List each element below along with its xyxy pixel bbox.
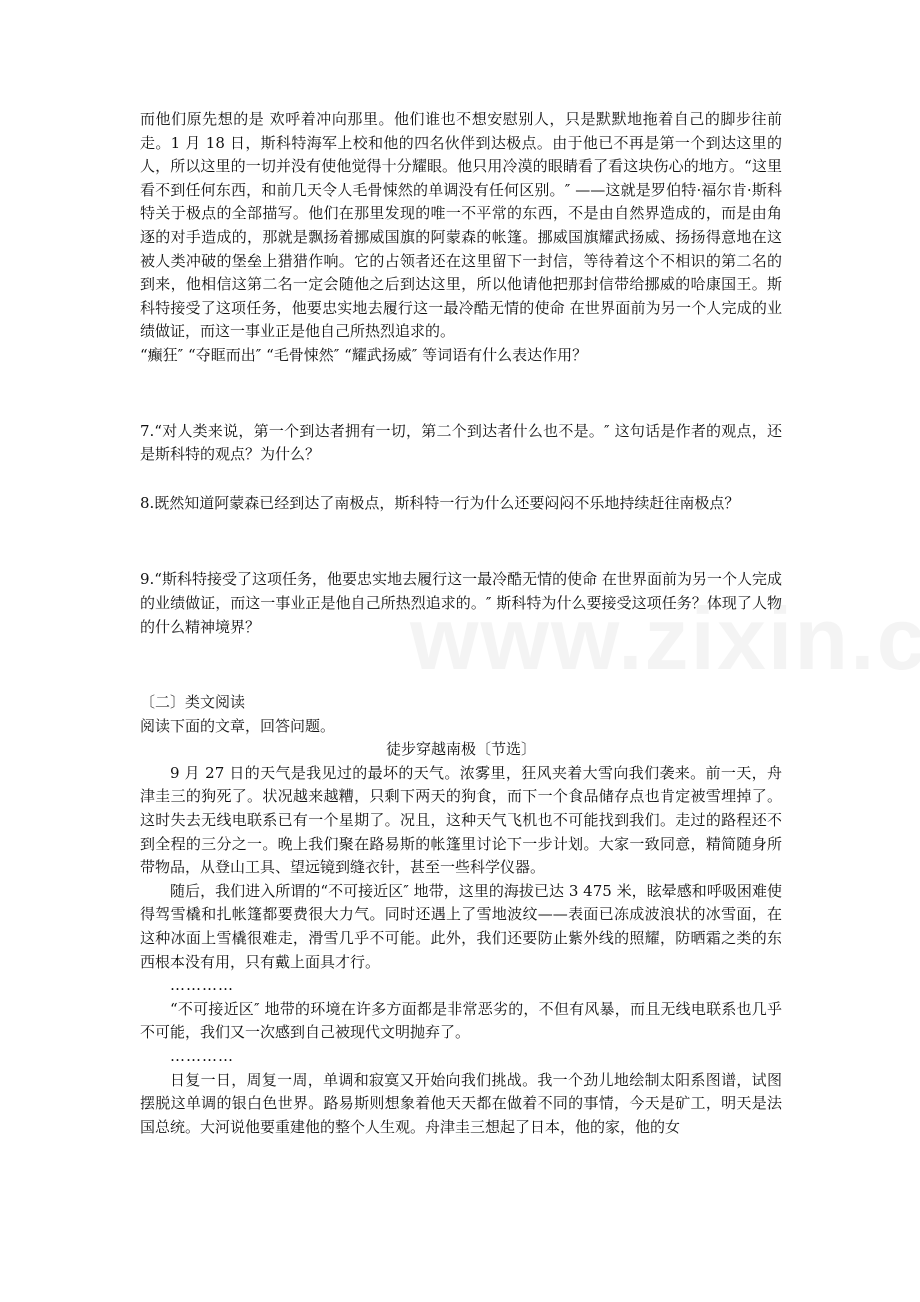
article-title: 徒步穿越南极〔节选〕 bbox=[385, 740, 536, 759]
answer-space bbox=[140, 467, 782, 492]
answer-space bbox=[140, 515, 782, 568]
answer-space bbox=[140, 639, 782, 691]
passage-paragraph: 而他们原先想的是 欢呼着冲向那里。他们谁也不想安慰别人，只是默默地拖着自己的脚步往前走。1 月 18 日，斯科特海军上校和他的四名伙伴到达极点。由于他已不再是第一个到达这里的人，所以这里的一切并没有使他觉得十分耀眼。他只用冷漠的眼睛看了看这块伤心的地方。“这里看不到任何东西，和前几天令人毛骨悚然的单调没有任何区别。″ ——这就是罗伯特·福尔肯·斯科特关于极点的全部描写。他们在那里发现的唯一不平常的东西，不是由自然界造成的，而是由角逐的对手造成的，那就是飘扬着挪威国旗的阿蒙森的帐篷。挪威国旗耀武扬威、扬扬得意地在这被人类冲破的堡垒上猎猎作响。它的占领者还在这里留下一封信，等待着这个不相识的第二名的到来，他相信这第二名一定会随他之后到达这里，所以他请他把那封信带给挪威的哈康国王。斯科特接受了这项任务，他要忠实地去履行这一最冷酷无情的使命 在世界面前为另一个人完成的业绩做证，而这一事业正是他自己所热烈追求的。 bbox=[140, 110, 782, 341]
ellipsis: ………… bbox=[170, 1047, 234, 1065]
article-paragraph: 9 月 27 日的天气是我见过的最坏的天气。浓雾里，狂风夹着大雪向我们袭来。前一天，舟津圭三的狗死了。状况越来越糟，只剩下两天的狗食，而下一个食品储存点也肯定被雪埋掉了。这时失去无线电联系已有一个星期了。况且，这种天气飞机也不可能找到我们。走过的路程还不到全程的三分之一。晚上我们聚在路易斯的帐篷里讨论下一步计划。大家一致同意，精简随身所带物品，从登山工具、望远镜到缝衣针，甚至一些科学仪器。 bbox=[140, 763, 782, 877]
document-page bbox=[140, 108, 782, 1139]
section-heading: 〔二〕类文阅读 bbox=[140, 693, 246, 712]
question-8: 8.既然知道阿蒙森已经到达了南极点，斯科特一行为什么还要闷闷不乐地持续赶往南极点？ bbox=[140, 493, 740, 512]
ellipsis: ………… bbox=[170, 976, 234, 995]
article-paragraph: 日复一日，周复一周，单调和寂寞又开始向我们挑战。我一个劲儿地绘制太阳系图谱，试图摆脱这单调的银白色世界。路易斯则想象着他天天都在做着不同的事情，今天是矿工，明天是法国总统。大河说他要重建他的整个人生观。舟津圭三想起了日本，他的家，他的女 bbox=[140, 1070, 782, 1136]
answer-space bbox=[140, 368, 782, 420]
section-instruction: 阅读下面的文章，回答问题。 bbox=[140, 716, 336, 735]
article-paragraph: “不可接近区″ 地带的环境在许多方面都是非常恶劣的，不但有风暴，而且无线电联系也几乎不可能，我们又一次感到自己被现代文明抛弃了。 bbox=[140, 999, 782, 1042]
question-7: 7.“对人类来说，第一个到达者拥有一切，第二个到达者什么也不是。″ 这句话是作者的观点，还是斯科特的观点？为什么？ bbox=[140, 421, 782, 464]
article-paragraph: 随后，我们进入所谓的“不可接近区″ 地带，这里的海拔已达 3 475 米，眩晕感和呼吸困难使得驾雪橇和扎帐篷都要费很大力气。同时还遇上了雪地波纹——表面已冻成波浪状的冰雪面，在这种冰面上雪橇很难走，滑雪几乎不可能。此外，我们还要防止紫外线的照耀，防晒霜之类的东西根本没有用，只有戴上面具才行。 bbox=[140, 881, 782, 971]
question-6: “癫狂″ “夺眶而出″ “毛骨悚然″ “耀武扬威″ 等词语有什么表达作用？ bbox=[140, 345, 588, 364]
question-9: 9.“斯科特接受了这项任务，他要忠实地去履行这一最冷酷无情的使命 在世界面前为另一个人完成的业绩做证，而这一事业正是他自己所热烈追求的。″ 斯科特为什么要接受这项任务？体现了人物的什么精神境界？ bbox=[140, 570, 782, 636]
